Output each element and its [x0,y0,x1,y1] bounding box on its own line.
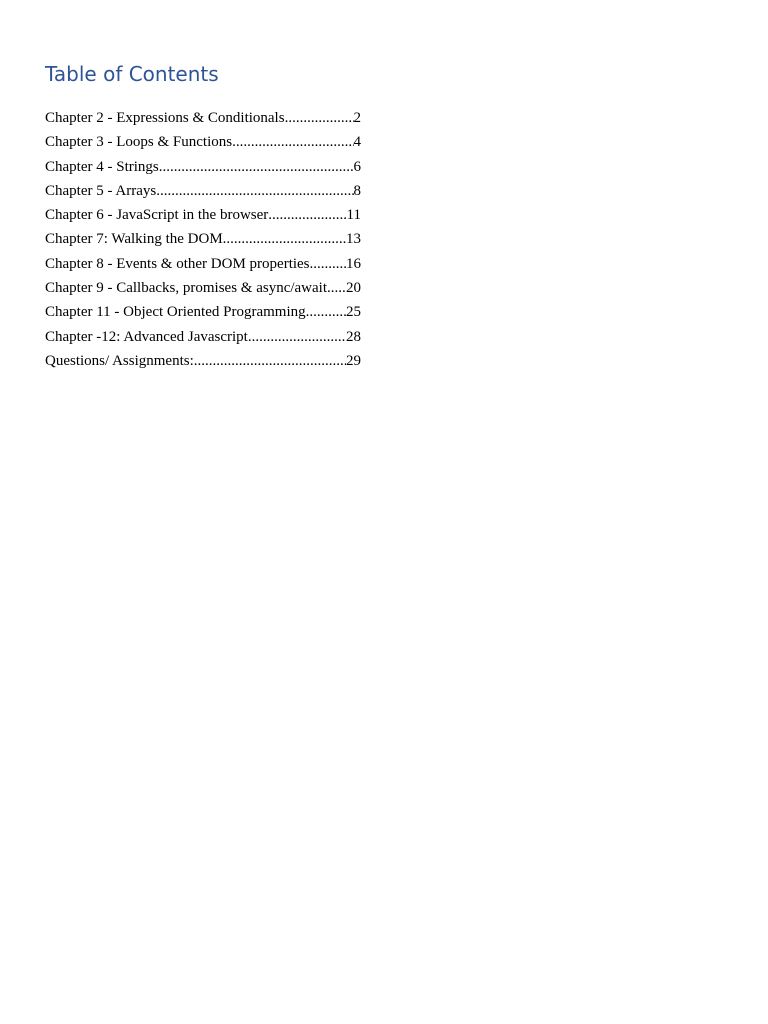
toc-entry-label: Chapter 7: Walking the DOM [45,231,223,248]
toc-dot-leader [306,300,346,324]
toc-entry-label: Chapter 8 - Events & other DOM properties [45,255,310,272]
toc-entry-chapter-5[interactable] [45,179,361,203]
toc-entry-label: Chapter 9 - Callbacks, promises & async/await [45,280,328,297]
toc-entry-page: 28 [346,328,361,345]
toc-entry-page: 4 [353,134,361,151]
toc-entry-label: Chapter 5 - Arrays [45,182,157,199]
toc-entry-chapter-8[interactable] [45,252,361,276]
toc-entry-page: 20 [346,280,361,297]
toc-title: Table of Contents [45,62,219,86]
toc-entry-page: 6 [353,158,361,175]
toc-entry-label: Chapter 6 - JavaScript in the browser [45,207,269,224]
toc-entry-label: Chapter 11 - Object Oriented Programming [45,304,306,321]
toc-entry-label: Chapter 4 - Strings [45,158,159,175]
toc-dot-leader [156,179,353,203]
toc-dot-leader [159,155,354,179]
document-page [45,58,385,373]
toc-dot-leader [327,276,346,300]
toc-entry-page: 13 [346,231,361,248]
toc-entry-chapter-12[interactable] [45,325,361,349]
toc-dot-leader [194,349,346,373]
toc-entry-label: Chapter -12: Advanced Javascript [45,328,248,345]
toc-entry-chapter-9[interactable] [45,276,361,300]
toc-entry-page: 11 [346,207,361,224]
toc-entry-chapter-3[interactable] [45,130,361,154]
toc-entry-chapter-4[interactable] [45,155,361,179]
toc-entry-label: Chapter 3 - Loops & Functions [45,134,233,151]
toc-dot-leader [248,325,346,349]
toc-dot-leader [268,203,346,227]
toc-dot-leader [223,227,346,251]
toc-entry-page: 16 [346,255,361,272]
toc-entry-page: 29 [346,352,361,369]
toc-entry-questions[interactable] [45,349,361,373]
toc-entry-label: Chapter 2 - Expressions & Conditionals [45,110,285,126]
toc-entry-chapter-11[interactable] [45,300,361,324]
toc-entry-page: 8 [353,182,361,199]
toc-entry-page: 25 [346,304,361,321]
toc-dot-leader [232,130,353,154]
toc-list [45,106,385,373]
toc-entry-page: 2 [353,110,361,126]
toc-entry-chapter-2[interactable] [45,106,361,130]
toc-dot-leader [310,252,346,276]
toc-entry-chapter-7[interactable] [45,227,361,251]
toc-entry-label: Questions/ Assignments: [45,352,194,369]
toc-entry-chapter-6[interactable] [45,203,361,227]
toc-dot-leader [285,106,354,130]
